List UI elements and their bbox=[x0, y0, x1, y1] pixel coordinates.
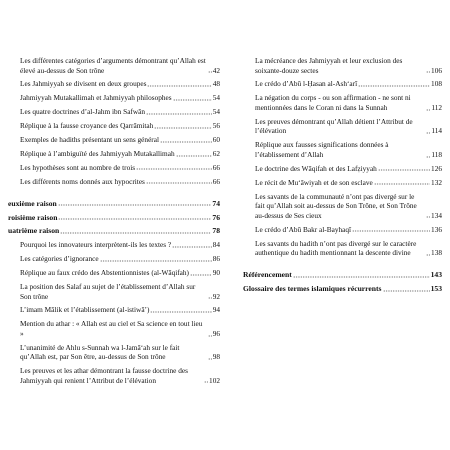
toc-entry-title: Le récit de Mu‘āwiyah et de son esclave bbox=[255, 177, 373, 187]
toc-page-number: 94 bbox=[212, 305, 220, 315]
toc-page-number: 106 bbox=[431, 65, 442, 75]
toc-dot-leader bbox=[176, 150, 212, 157]
toc-entry-title: Les savants du hadith n’ont pas divergé sur le caractère authentique du hadith mentionnant la descente divine bbox=[255, 238, 417, 258]
toc-entry[interactable] bbox=[243, 140, 442, 159]
toc-entry-title: Pourquoi les innovateurs interprètent-ils les textes ? bbox=[20, 240, 172, 250]
toc-dot-leader bbox=[58, 199, 212, 206]
toc-entry-title: Les hypothèses sont au nombre de trois bbox=[20, 162, 136, 172]
toc-entry[interactable] bbox=[8, 254, 220, 264]
toc-entry-title: Jahmiyyah Mutakallimah et Jahmiyyah philosophes bbox=[20, 93, 172, 103]
toc-entry-title: Les différentes catégories d’arguments démontrant qu’Allah est élevé au-dessus de Son trône bbox=[20, 56, 206, 75]
toc-page-number: 96 bbox=[212, 328, 220, 338]
toc-entry-title: Les différents noms donnés aux hypocrites bbox=[20, 176, 145, 186]
toc-page-number: 86 bbox=[212, 254, 220, 264]
toc-dot-leader bbox=[426, 211, 430, 218]
toc-page-number: 153 bbox=[430, 283, 442, 293]
toc-entry[interactable] bbox=[8, 305, 220, 315]
toc-page-number: 60 bbox=[212, 135, 220, 145]
section-spacer bbox=[8, 191, 220, 199]
toc-page-number: 84 bbox=[212, 240, 220, 250]
toc-entry-title: roisième raison bbox=[8, 212, 58, 222]
toc-page-number: 114 bbox=[431, 126, 442, 136]
toc-entry-title: Réplique à la fausse croyance des Qarrāmitah bbox=[20, 121, 154, 131]
toc-dot-leader bbox=[154, 122, 211, 129]
toc-dot-leader bbox=[352, 225, 430, 232]
toc-entry-title: Les preuves et les athar démontrant la fausse doctrine des Jahmiyyah qui renient l’Attribut de l’élévation bbox=[20, 366, 188, 385]
toc-page-number: 42 bbox=[212, 65, 220, 75]
toc-section-entry[interactable] bbox=[8, 213, 220, 223]
toc-entry[interactable] bbox=[8, 79, 220, 89]
toc-section-entry[interactable] bbox=[8, 226, 220, 236]
toc-page-number: 54 bbox=[212, 93, 220, 103]
toc-entry-title: Le doctrine des Wāqifah et des Lafẓiyyah bbox=[255, 163, 377, 173]
toc-entry-title: euxième raison bbox=[8, 198, 57, 208]
toc-entry[interactable] bbox=[8, 56, 220, 75]
toc-entry-title: L’unanimité de Ahlu s-Sunnah wa l-Jamā‘ah sur le fait qu’Allah est, par Son être, au-dessus de Son trône bbox=[20, 342, 180, 362]
toc-page-number: 132 bbox=[431, 177, 442, 187]
toc-page-number: 138 bbox=[431, 248, 442, 258]
toc-dot-leader bbox=[208, 353, 212, 360]
toc-page-number: 126 bbox=[431, 163, 442, 173]
toc-entry[interactable] bbox=[8, 93, 220, 103]
toc-section-entry[interactable] bbox=[243, 284, 442, 294]
toc-entry[interactable] bbox=[8, 135, 220, 145]
toc-entry[interactable] bbox=[243, 225, 442, 235]
toc-entry[interactable] bbox=[8, 319, 220, 338]
toc-dot-leader bbox=[136, 163, 212, 170]
toc-dot-leader bbox=[172, 241, 212, 248]
toc-page-number: 118 bbox=[431, 149, 442, 159]
toc-dot-leader bbox=[208, 292, 212, 299]
toc-entry[interactable] bbox=[8, 107, 220, 117]
toc-entry[interactable] bbox=[243, 239, 442, 258]
toc-entry-title: Mention du athar : « Allah est au ciel et Sa science en tout lieu » bbox=[20, 319, 203, 338]
toc-entry-title: La position des Salaf au sujet de l’établissement d’Allah sur Son trône bbox=[20, 281, 196, 301]
toc-dot-leader bbox=[60, 227, 211, 234]
toc-entry-title: Glossaire des termes islamiques récurrents bbox=[243, 283, 382, 293]
toc-entry-title: Réplique à l’ambiguïté des Jahmiyyah Mutakallimah bbox=[20, 148, 175, 158]
toc-dot-leader bbox=[58, 213, 211, 220]
toc-entry[interactable] bbox=[243, 164, 442, 174]
toc-dot-leader bbox=[358, 80, 430, 87]
toc-page-number: 48 bbox=[212, 79, 220, 89]
toc-entry[interactable] bbox=[243, 117, 442, 136]
toc-entry-title: Le crédo d’Abū l-Ḥasan al-Ash‘arī bbox=[255, 79, 358, 89]
toc-entry[interactable] bbox=[243, 192, 442, 221]
toc-dot-leader bbox=[383, 285, 430, 292]
toc-entry-title: Les preuves démontrant qu’Allah détient l’Attribut de l’élévation bbox=[255, 116, 413, 136]
toc-dot-leader bbox=[146, 177, 212, 184]
toc-page-number: 54 bbox=[212, 107, 220, 117]
toc-column-right bbox=[243, 56, 442, 298]
toc-dot-leader bbox=[173, 94, 212, 101]
toc-entry-title: uatrième raison bbox=[8, 226, 60, 236]
toc-page-number: 136 bbox=[431, 224, 442, 234]
toc-entry[interactable] bbox=[243, 79, 442, 89]
toc-dot-leader bbox=[150, 306, 211, 313]
toc-dot-leader bbox=[190, 269, 212, 276]
toc-entry[interactable] bbox=[8, 366, 220, 385]
toc-entry-title: Les catégories d’ignorance bbox=[20, 254, 99, 264]
toc-entry-title: L’imam Mālik et l’établissement (al-istiwā’) bbox=[20, 305, 150, 315]
toc-dot-leader bbox=[426, 104, 430, 111]
toc-section-entry[interactable] bbox=[243, 270, 442, 280]
section-spacer bbox=[243, 262, 442, 270]
toc-page-number: 90 bbox=[212, 268, 220, 278]
toc-entry-title: Référencement bbox=[243, 270, 292, 280]
toc-dot-leader bbox=[208, 330, 212, 337]
toc-page-number: 92 bbox=[212, 291, 220, 301]
toc-page-number: 66 bbox=[212, 176, 220, 186]
toc-entry[interactable] bbox=[243, 93, 442, 112]
toc-page-number: 112 bbox=[431, 102, 442, 112]
toc-dot-leader bbox=[426, 127, 430, 134]
toc-page-number: 62 bbox=[212, 148, 220, 158]
toc-entry-title: Le crédo d’Abū Bakr al-Bayhaqī bbox=[255, 224, 352, 234]
toc-entry-title: La négation du corps - ou son affirmation - ne sont ni mentionnées dans le Coran ni dans la Sunnah bbox=[255, 93, 411, 112]
toc-dot-leader bbox=[204, 376, 208, 383]
toc-dot-leader bbox=[374, 178, 430, 185]
toc-page-number: 76 bbox=[212, 212, 220, 222]
toc-dot-leader bbox=[146, 108, 212, 115]
toc-entry[interactable] bbox=[8, 240, 220, 250]
toc-page-number: 56 bbox=[212, 121, 220, 131]
toc-dot-leader bbox=[208, 66, 212, 73]
toc-page-number: 74 bbox=[212, 198, 220, 208]
toc-dot-leader bbox=[100, 255, 212, 262]
toc-dot-leader bbox=[147, 80, 211, 87]
toc-dot-leader bbox=[426, 249, 430, 256]
toc-dot-leader bbox=[160, 136, 212, 143]
toc-entry[interactable] bbox=[8, 343, 220, 362]
toc-page-number: 102 bbox=[209, 375, 220, 385]
toc-entry-title: Les quatre doctrines d’al-Jahm ibn Safwān bbox=[20, 107, 146, 117]
toc-entry[interactable] bbox=[8, 121, 220, 131]
toc-dot-leader bbox=[293, 271, 430, 278]
toc-entry-title: La mécréance des Jahmiyyah et leur exclusion des soixante-douze sectes bbox=[255, 56, 403, 75]
toc-page-number: 134 bbox=[431, 210, 442, 220]
toc-dot-leader bbox=[426, 66, 430, 73]
toc-section-entry[interactable] bbox=[8, 199, 220, 209]
toc-column-left bbox=[8, 56, 220, 390]
toc-entry[interactable] bbox=[8, 163, 220, 173]
toc-entry-title: Réplique aux fausses significations données à l’établissement d’Allah bbox=[255, 140, 389, 159]
toc-dot-leader bbox=[378, 164, 430, 171]
toc-entry-title: Les savants de la communauté n’ont pas divergé sur le fait qu’Allah soit au-dessus de Son Trône, et Son Trône au-dessus de Ses cieux bbox=[255, 191, 417, 220]
toc-entry[interactable] bbox=[243, 178, 442, 188]
toc-entry-title: Les Jahmiyyah se divisent en deux groupes bbox=[20, 79, 147, 89]
toc-page-number: 78 bbox=[212, 226, 220, 236]
toc-entry-title: Exemples de hadiths présentant un sens général bbox=[20, 135, 160, 145]
toc-entry[interactable] bbox=[8, 149, 220, 159]
toc-page-number: 98 bbox=[212, 352, 220, 362]
toc-entry[interactable] bbox=[8, 282, 220, 301]
toc-dot-leader bbox=[426, 151, 430, 158]
toc-page-number: 143 bbox=[430, 270, 442, 280]
toc-entry-title: Réplique au faux crédo des Abstentionnistes (al-Wāqifah) bbox=[20, 268, 189, 278]
toc-entry[interactable] bbox=[8, 177, 220, 187]
toc-entry[interactable] bbox=[243, 56, 442, 75]
toc-page-number: 108 bbox=[431, 79, 442, 89]
toc-entry[interactable] bbox=[8, 268, 220, 278]
toc-page-number: 66 bbox=[212, 162, 220, 172]
